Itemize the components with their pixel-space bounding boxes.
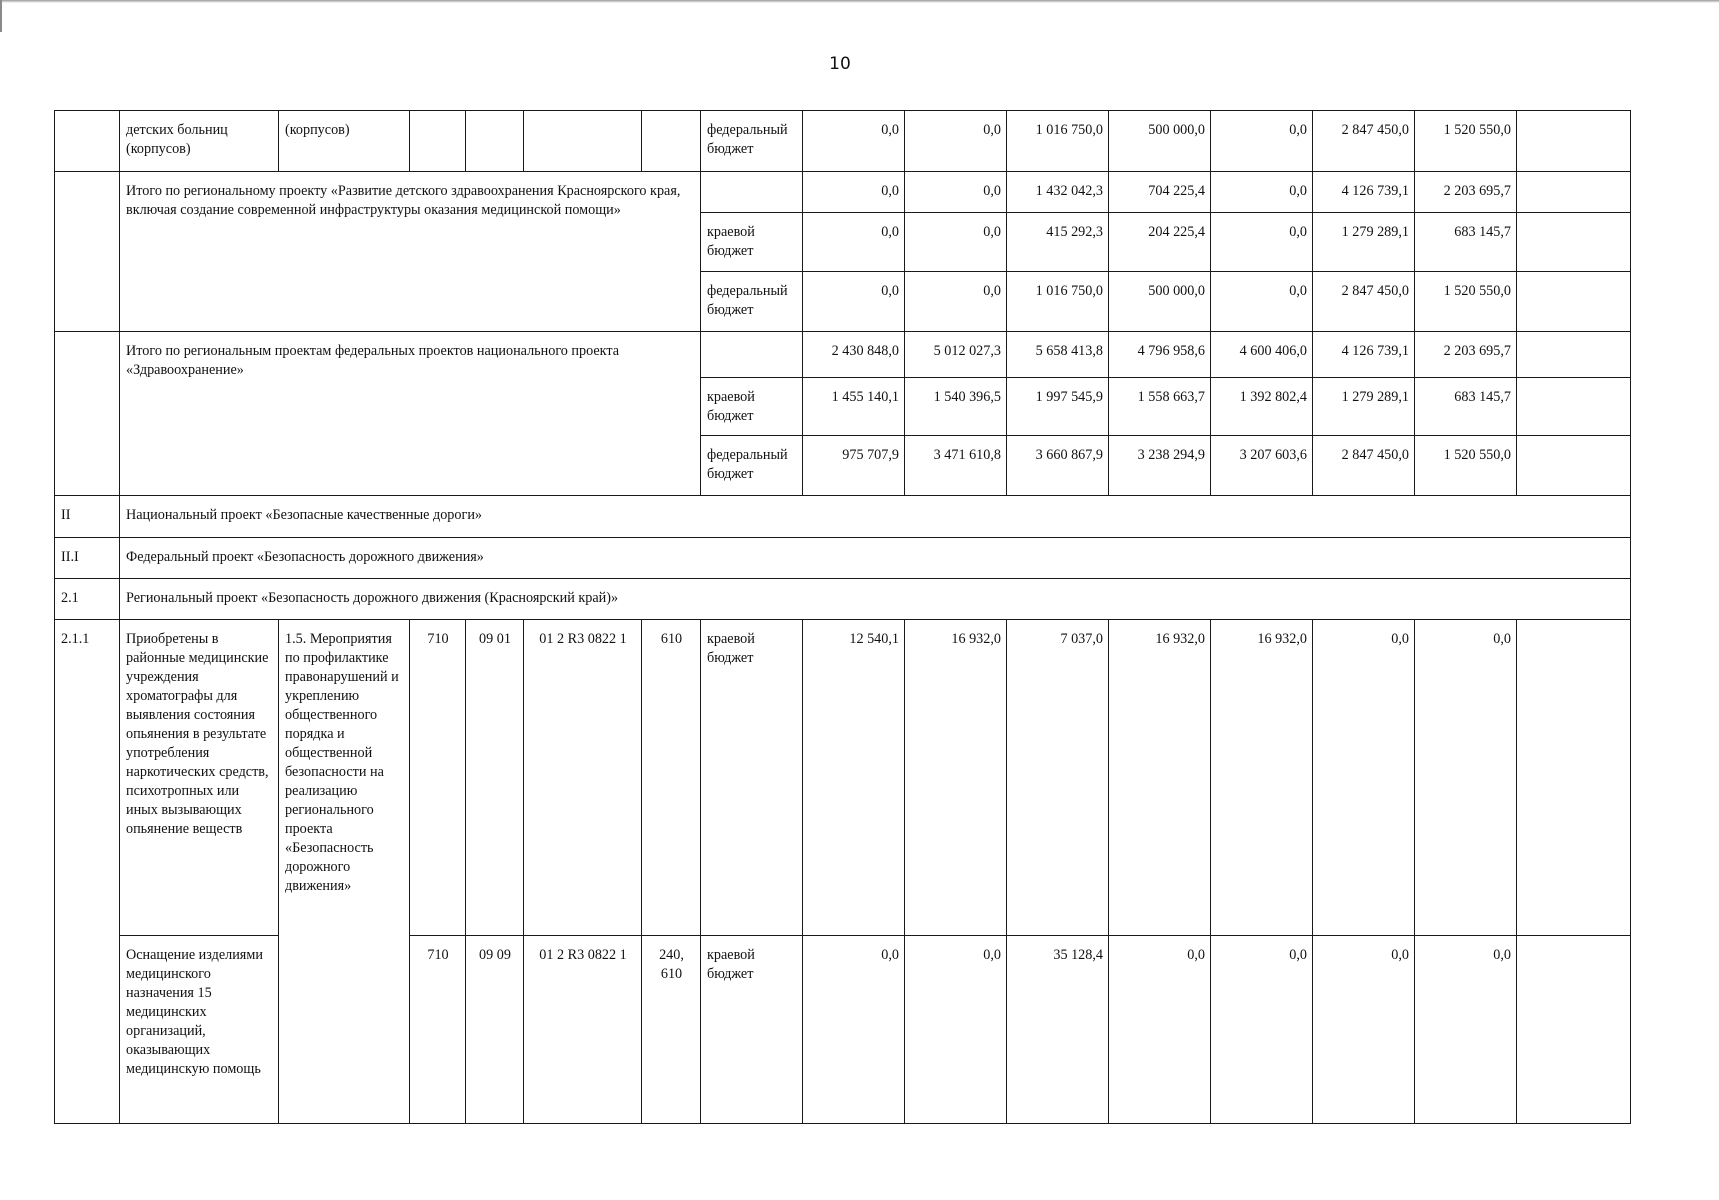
cell-rzpr: 09 09: [466, 936, 524, 1124]
cell-value: 975 707,9: [803, 436, 905, 496]
section-title: Национальный проект «Безопасные качественные дороги»: [120, 496, 1631, 538]
table-row: [55, 172, 1631, 213]
cell-value: 1 997 545,9: [1007, 378, 1109, 436]
cell-value: 0,0: [1415, 620, 1517, 936]
cell-value: 1 520 550,0: [1415, 272, 1517, 332]
cell-value: 4 126 739,1: [1313, 332, 1415, 378]
cell-extra: [1517, 378, 1631, 436]
page-number: 10: [829, 54, 851, 74]
cell-value: 2 847 450,0: [1313, 111, 1415, 172]
cell-csr: 01 2 R3 0822 1: [524, 936, 642, 1124]
cell-value: 0,0: [803, 936, 905, 1124]
cell-extra: [1517, 272, 1631, 332]
cell-value: 0,0: [1313, 620, 1415, 936]
scan-edge-left: [0, 0, 2, 32]
table-row: [55, 332, 1631, 378]
cell-code: [55, 111, 120, 172]
cell-name: Приобретены в районные медицинские учреждения хроматографы для выявления состояния опьянения в результате употребления наркотических средств, психотропных или иных вызывающих опьянение веществ: [120, 620, 279, 936]
cell-source: федеральный бюджет: [701, 111, 803, 172]
cell-value: 5 658 413,8: [1007, 332, 1109, 378]
cell-value: 1 016 750,0: [1007, 111, 1109, 172]
section-row: [55, 579, 1631, 620]
cell-value: 0,0: [905, 936, 1007, 1124]
section-code: II: [55, 496, 120, 538]
cell-value: 12 540,1: [803, 620, 905, 936]
cell-source: краевой бюджет: [701, 936, 803, 1124]
cell-value: 0,0: [803, 172, 905, 213]
section-row: [55, 538, 1631, 579]
cell-extra: [1517, 172, 1631, 213]
section-code: II.I: [55, 538, 120, 579]
cell-source: краевой бюджет: [701, 213, 803, 272]
cell-extra: [1517, 436, 1631, 496]
cell-value: 0,0: [803, 213, 905, 272]
cell-value: 1 279 289,1: [1313, 378, 1415, 436]
total-national-projects-label: Итого по региональным проектам федеральных проектов национального проекта «Здравоохранение»: [120, 332, 701, 496]
cell-vr: 240, 610: [642, 936, 701, 1124]
cell-value: 16 932,0: [1109, 620, 1211, 936]
cell-value: 683 145,7: [1415, 213, 1517, 272]
cell-code: [55, 172, 120, 332]
cell-csr: 01 2 R3 0822 1: [524, 620, 642, 936]
table-row: [55, 111, 1631, 172]
budget-table: [54, 110, 1631, 1124]
cell-value: 500 000,0: [1109, 111, 1211, 172]
cell-value: 204 225,4: [1109, 213, 1211, 272]
cell-vr: [642, 111, 701, 172]
cell-value: 7 037,0: [1007, 620, 1109, 936]
cell-value: 2 203 695,7: [1415, 332, 1517, 378]
section-row: [55, 496, 1631, 538]
section-title: Региональный проект «Безопасность дорожного движения (Красноярский край)»: [120, 579, 1631, 620]
cell-source: федеральный бюджет: [701, 436, 803, 496]
cell-value: 1 520 550,0: [1415, 436, 1517, 496]
cell-value: 1 279 289,1: [1313, 213, 1415, 272]
cell-value: 4 126 739,1: [1313, 172, 1415, 213]
cell-value: 3 471 610,8: [905, 436, 1007, 496]
cell-code: [55, 332, 120, 496]
cell-value: 2 847 450,0: [1313, 436, 1415, 496]
cell-value: 1 455 140,1: [803, 378, 905, 436]
cell-value: 4 600 406,0: [1211, 332, 1313, 378]
cell-value: 0,0: [1313, 936, 1415, 1124]
cell-value: 0,0: [905, 111, 1007, 172]
cell-value: 16 932,0: [1211, 620, 1313, 936]
cell-value: 3 238 294,9: [1109, 436, 1211, 496]
cell-value: 1 016 750,0: [1007, 272, 1109, 332]
cell-rzpr: [466, 111, 524, 172]
cell-source: [701, 172, 803, 213]
cell-grbs: 710: [410, 936, 466, 1124]
cell-csr: [524, 111, 642, 172]
cell-rzpr: 09 01: [466, 620, 524, 936]
cell-value: 0,0: [803, 111, 905, 172]
cell-value: 500 000,0: [1109, 272, 1211, 332]
cell-value: 0,0: [905, 172, 1007, 213]
cell-source: [701, 332, 803, 378]
cell-source: федеральный бюджет: [701, 272, 803, 332]
scan-edge-top: [0, 0, 1719, 3]
cell-value: 0,0: [1211, 272, 1313, 332]
cell-value: 3 207 603,6: [1211, 436, 1313, 496]
cell-value: 5 012 027,3: [905, 332, 1007, 378]
cell-extra: [1517, 332, 1631, 378]
cell-grbs: 710: [410, 620, 466, 936]
cell-source: краевой бюджет: [701, 378, 803, 436]
cell-value: 0,0: [1211, 213, 1313, 272]
cell-value: 0,0: [1211, 111, 1313, 172]
cell-value: 35 128,4: [1007, 936, 1109, 1124]
cell-value: 0,0: [1211, 936, 1313, 1124]
cell-extra: [1517, 111, 1631, 172]
cell-source: краевой бюджет: [701, 620, 803, 936]
cell-value: 1 558 663,7: [1109, 378, 1211, 436]
cell-vr: 610: [642, 620, 701, 936]
cell-name: Оснащение изделиями медицинского назначения 15 медицинских организаций, оказывающих медицинскую помощь: [120, 936, 279, 1124]
cell-value: 0,0: [803, 272, 905, 332]
cell-value: 16 932,0: [905, 620, 1007, 936]
cell-value: 2 203 695,7: [1415, 172, 1517, 213]
cell-code: 2.1.1: [55, 620, 120, 1124]
cell-value: 4 796 958,6: [1109, 332, 1211, 378]
cell-value: 704 225,4: [1109, 172, 1211, 213]
cell-value: 0,0: [905, 272, 1007, 332]
section-code: 2.1: [55, 579, 120, 620]
total-regional-project-label: Итого по региональному проекту «Развитие детского здравоохранения Красноярского края, включая создание современной инфраструктуры оказания медицинской помощи»: [120, 172, 701, 332]
cell-value: 683 145,7: [1415, 378, 1517, 436]
table-row: [55, 620, 1631, 936]
cell-measure: (корпусов): [279, 111, 410, 172]
cell-value: 2 430 848,0: [803, 332, 905, 378]
cell-value: 0,0: [905, 213, 1007, 272]
cell-value: 1 520 550,0: [1415, 111, 1517, 172]
cell-extra: [1517, 936, 1631, 1124]
cell-grbs: [410, 111, 466, 172]
cell-value: 1 432 042,3: [1007, 172, 1109, 213]
section-title: Федеральный проект «Безопасность дорожного движения»: [120, 538, 1631, 579]
cell-extra: [1517, 620, 1631, 936]
cell-value: 415 292,3: [1007, 213, 1109, 272]
cell-value: 0,0: [1211, 172, 1313, 213]
cell-value: 2 847 450,0: [1313, 272, 1415, 332]
cell-measure: 1.5. Мероприятия по профилактике правонарушений и укреплению общественного порядка и общественной безопасности на реализацию регионального проекта «Безопасность дорожного движения»: [279, 620, 410, 1124]
cell-name: детских больниц (корпусов): [120, 111, 279, 172]
cell-value: 1 392 802,4: [1211, 378, 1313, 436]
cell-value: 3 660 867,9: [1007, 436, 1109, 496]
cell-value: 0,0: [1109, 936, 1211, 1124]
cell-extra: [1517, 213, 1631, 272]
cell-value: 1 540 396,5: [905, 378, 1007, 436]
cell-value: 0,0: [1415, 936, 1517, 1124]
